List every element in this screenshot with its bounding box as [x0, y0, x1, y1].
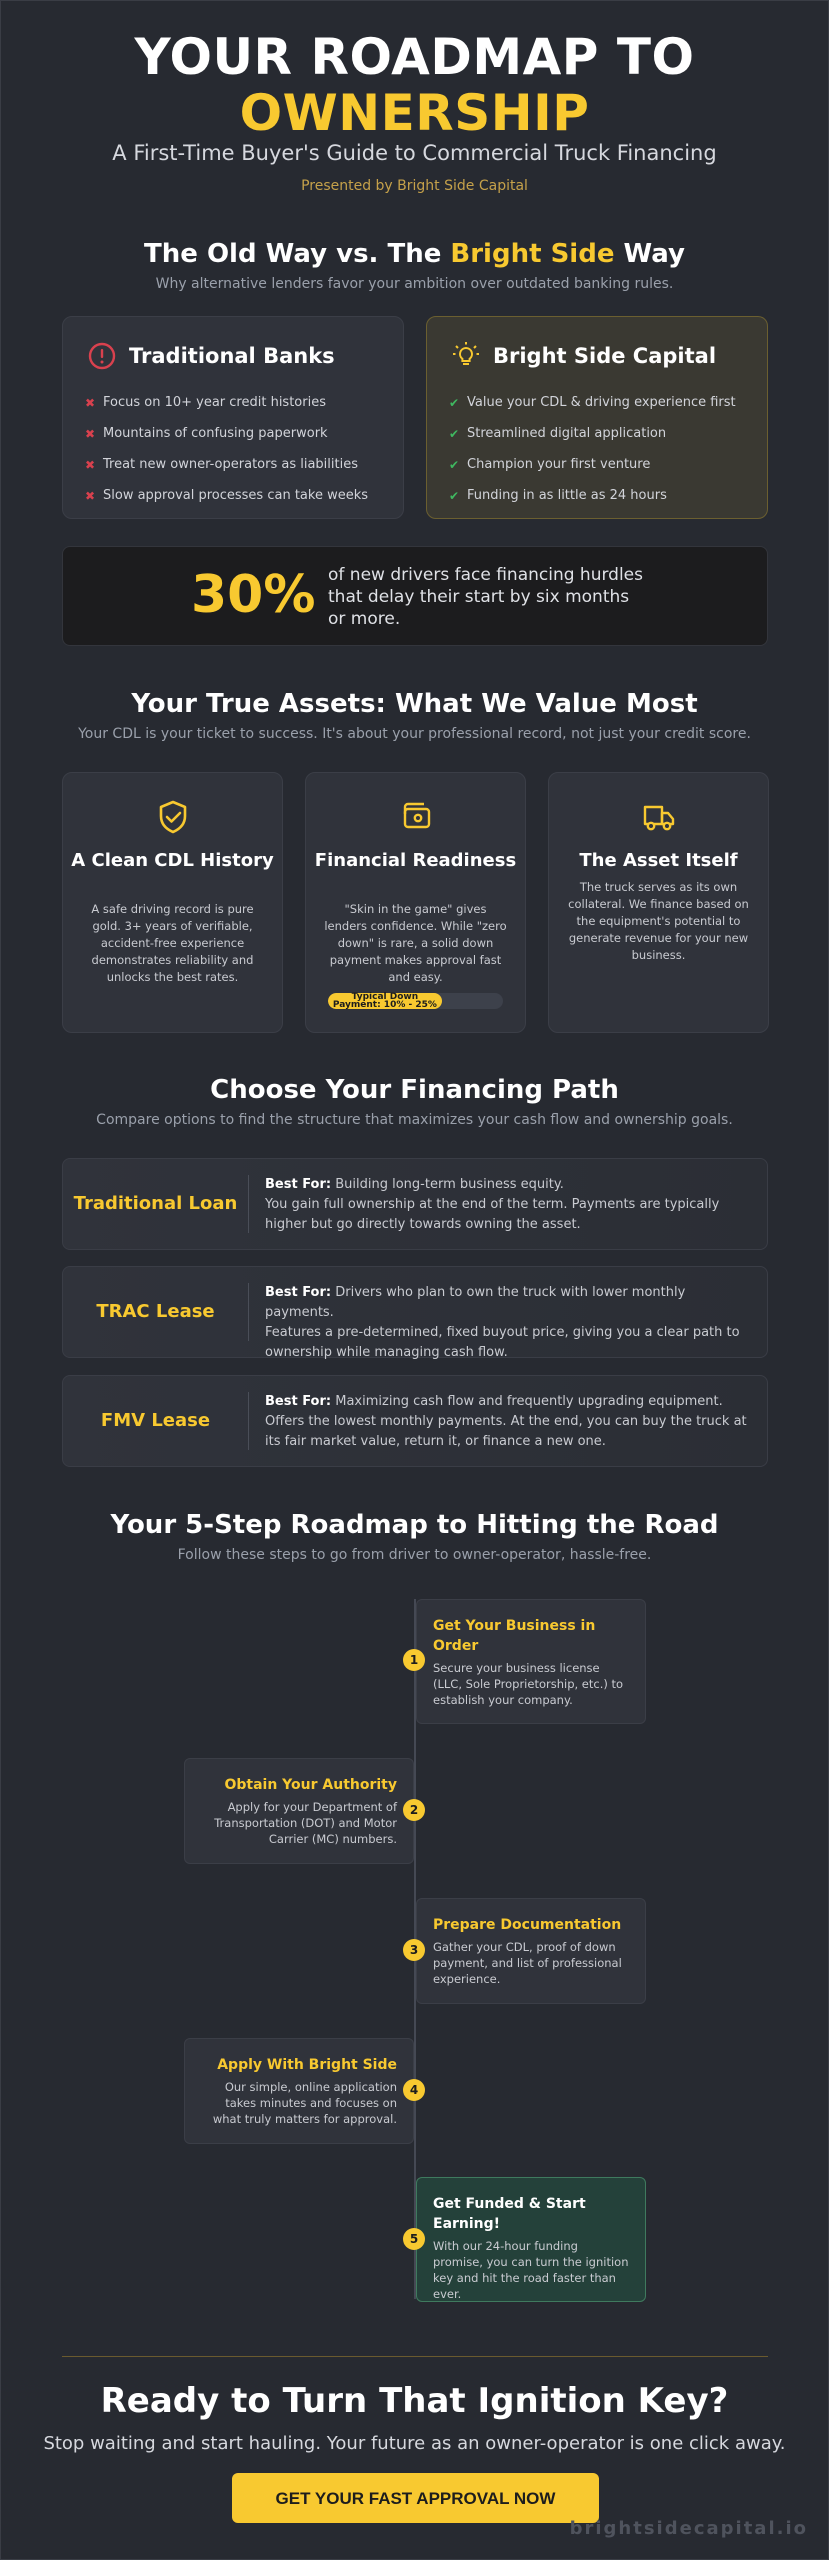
bright-side-header — [451, 341, 716, 371]
step-desc: With our 24-hour funding promise, you can turn the ignition key and hit the road faster than ever. — [433, 2239, 629, 2301]
path-option-traditional-loan — [62, 1158, 768, 1250]
comparison-title-pre: The Old Way vs. The — [144, 239, 442, 269]
step-title: Obtain Your Authority — [224, 1777, 397, 1793]
path-option-desc: Best For: Maximizing cash flow and frequently upgrading equipment. Offers the lowest monthly payments. At the end, you can buy the truck at its fair market value, return it, or finance a new one. — [265, 1394, 747, 1449]
assets-title: Your True Assets: What We Value Most — [131, 689, 698, 719]
asset-card-financial — [305, 772, 526, 1033]
truck-icon — [639, 797, 679, 837]
alert-circle-icon — [87, 341, 117, 371]
asset-card-truck — [548, 772, 769, 1033]
x-mark-icon: ✖ — [85, 395, 96, 410]
roadmap-subtitle: Follow these steps to go from driver to owner-operator, hassle-free. — [177, 1547, 652, 1563]
bright-side-title: Bright Side Capital — [493, 344, 717, 368]
down-payment-bar-label: Typical Down Payment: 10% - 25% — [332, 992, 437, 1010]
traditional-banks-list — [85, 387, 368, 511]
comparison-title-post: Way — [623, 239, 685, 269]
roadmap-step-2 — [184, 1758, 414, 1864]
check-mark-icon: ✔ — [449, 488, 460, 503]
comparison-title — [1, 239, 828, 269]
list-item: ✔ Value your CDL & driving experience first — [449, 395, 736, 410]
paths-subtitle: Compare options to find the structure that maximizes your cash flow and ownership goals. — [96, 1112, 733, 1128]
step-number-2: 2 — [403, 1799, 425, 1821]
asset-card-cdl — [62, 772, 283, 1033]
paths-title: Choose Your Financing Path — [210, 1075, 619, 1105]
hero-title-line1: YOUR ROADMAP TO — [134, 28, 695, 86]
path-option-name: TRAC Lease — [96, 1301, 215, 1322]
comparison-title-highlight: Bright Side — [450, 239, 615, 269]
list-item: ✖ Treat new owner-operators as liabilities — [85, 457, 358, 472]
footer-site-url[interactable]: brightsidecapital.io — [569, 2518, 808, 2539]
presented-by: Presented by Bright Side Capital — [301, 178, 528, 194]
step-title: Apply With Bright Side — [217, 2057, 397, 2073]
path-option-name: FMV Lease — [100, 1410, 211, 1431]
fast-approval-button[interactable]: GET YOUR FAST APPROVAL NOW — [232, 2473, 599, 2523]
step-number-5: 5 — [403, 2228, 425, 2250]
list-item: ✖ Focus on 10+ year credit histories — [85, 395, 326, 410]
step-title: Get Your Business in Order — [433, 1618, 596, 1654]
roadmap-step-3 — [416, 1898, 646, 2004]
hero-subtitle: A First-Time Buyer's Guide to Commercial Truck Financing — [112, 141, 717, 165]
path-option-desc: Best For: Drivers who plan to own the truck with lower monthly payments. Features a pre-determined, fixed buyout price, giving you a clear path to ownership while managing cash flow. — [265, 1285, 740, 1360]
stat-value: 30% — [191, 565, 316, 625]
bright-side-card — [426, 316, 768, 519]
roadmap-step-1 — [416, 1599, 646, 1724]
list-item: ✖ Slow approval processes can take weeks — [85, 488, 369, 503]
divider — [248, 1283, 249, 1341]
step-number-3: 3 — [403, 1939, 425, 1961]
path-option-desc: Best For: Building long-term business equity. You gain full ownership at the end of the term. Payments are typically higher but go directly towards owning the asset. — [265, 1177, 720, 1232]
step-number-4: 4 — [403, 2079, 425, 2101]
check-mark-icon: ✔ — [449, 457, 460, 472]
path-option-name: Traditional Loan — [73, 1193, 238, 1214]
divider — [248, 1175, 249, 1233]
roadmap-title: Your 5-Step Roadmap to Hitting the Road — [110, 1510, 719, 1540]
path-option-trac-lease — [62, 1266, 768, 1358]
x-mark-icon: ✖ — [85, 426, 96, 441]
bright-side-list — [449, 387, 736, 511]
traditional-banks-title: Traditional Banks — [129, 344, 335, 368]
asset-card-desc: "Skin in the game" gives lenders confidence. While "zero down" is rare, a solid down payment makes approval fast and easy. — [324, 902, 507, 984]
roadmap-step-5 — [416, 2177, 646, 2302]
step-desc: Gather your CDL, proof of down payment, and list of professional experience. — [433, 1940, 622, 1986]
stat-text: of new drivers face financing hurdles that delay their start by six months or more. — [328, 565, 643, 629]
asset-card-desc: The truck serves as its own collateral. We finance based on the equipment's potential to generate revenue for your new business. — [568, 880, 749, 962]
section-divider — [62, 2356, 768, 2357]
traditional-banks-header — [87, 341, 335, 371]
step-desc: Our simple, online application takes minutes and focuses on what truly matters for approval. — [212, 2080, 397, 2126]
asset-card-title: The Asset Itself — [579, 850, 738, 871]
x-mark-icon: ✖ — [85, 457, 96, 472]
check-mark-icon: ✔ — [449, 395, 460, 410]
traditional-banks-card — [62, 316, 404, 519]
asset-card-title: A Clean CDL History — [71, 850, 274, 871]
hero-title-line2: OWNERSHIP — [239, 84, 590, 142]
path-option-fmv-lease — [62, 1375, 768, 1467]
shield-check-icon — [153, 797, 193, 837]
list-item: ✔ Streamlined digital application — [449, 426, 667, 441]
list-item: ✔ Champion your first venture — [449, 457, 651, 472]
stat-banner — [62, 546, 768, 646]
assets-subtitle: Your CDL is your ticket to success. It's about your professional record, not just your credit score. — [78, 726, 751, 742]
x-mark-icon: ✖ — [85, 488, 96, 503]
comparison-subtitle: Why alternative lenders favor your ambition over outdated banking rules. — [155, 276, 674, 292]
step-desc: Apply for your Department of Transportation (DOT) and Motor Carrier (MC) numbers. — [214, 1800, 397, 1846]
asset-card-desc: A safe driving record is pure gold. 3+ years of verifiable, accident-free experience demonstrates reliability and unlocks the best rates. — [91, 902, 254, 984]
hero-title — [1, 29, 828, 141]
step-title: Get Funded & Start Earning! — [433, 2196, 586, 2232]
roadmap-step-4 — [184, 2038, 414, 2144]
lightbulb-icon — [451, 341, 481, 371]
step-number-1: 1 — [403, 1649, 425, 1671]
asset-card-title: Financial Readiness — [314, 850, 517, 871]
list-item: ✔ Funding in as little as 24 hours — [449, 488, 667, 503]
cta-subtitle: Stop waiting and start hauling. Your future as an owner-operator is one click away. — [43, 2433, 786, 2454]
list-item: ✖ Mountains of confusing paperwork — [85, 426, 328, 441]
divider — [248, 1392, 249, 1450]
step-desc: Secure your business license (LLC, Sole Proprietorship, etc.) to establish your company. — [433, 1661, 624, 1707]
wallet-icon — [396, 797, 436, 837]
cta-title: Ready to Turn That Ignition Key? — [100, 2381, 729, 2421]
check-mark-icon: ✔ — [449, 426, 460, 441]
step-title: Prepare Documentation — [433, 1917, 622, 1933]
